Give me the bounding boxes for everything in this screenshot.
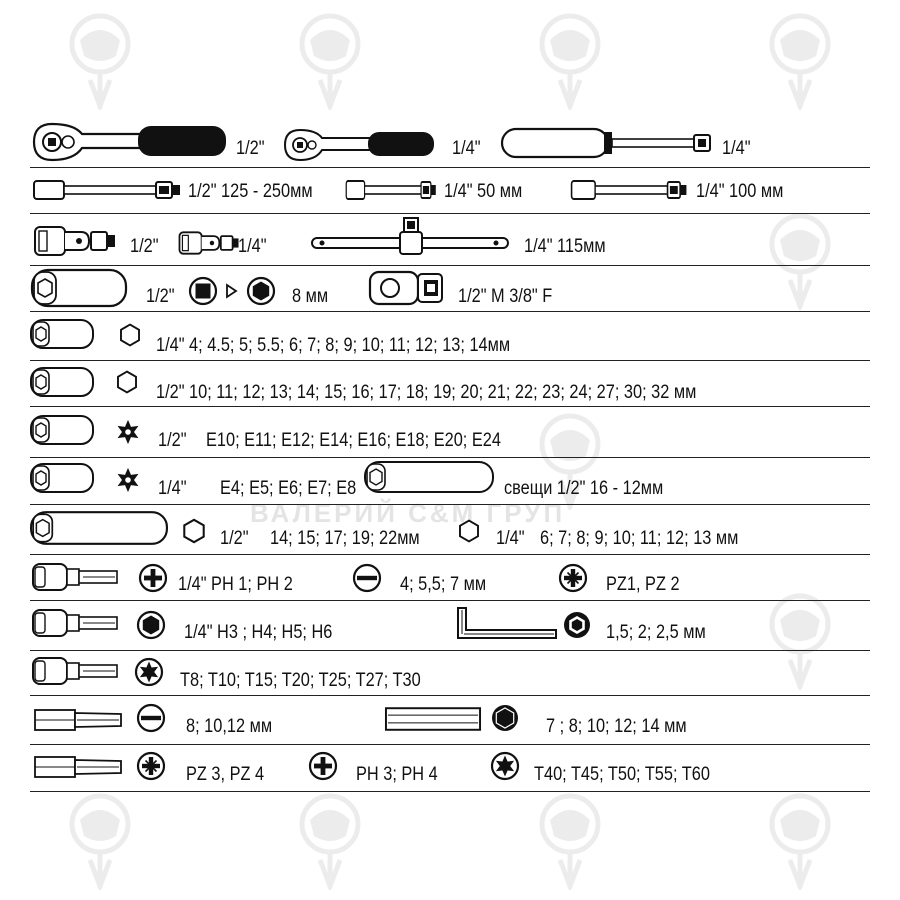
slot-icon <box>136 703 166 733</box>
row-divider <box>30 791 870 792</box>
torx-icon <box>490 751 520 781</box>
universal-joint-small-label: 1/4" <box>238 236 267 257</box>
adapter-size-label: 8 мм <box>292 286 329 307</box>
watermark-emblem-icon <box>760 590 840 690</box>
row-divider <box>30 311 870 312</box>
slot-bits-large-label: 8; 10,12 мм <box>186 716 273 737</box>
sliding-t-bar-label: 1/4" 115мм <box>524 236 606 257</box>
hex-bit-long-icon <box>384 704 482 734</box>
socket-quarter-icon <box>30 316 94 352</box>
ratchet-small-label: 1/4" <box>452 138 481 159</box>
spinner-handle-icon <box>500 126 720 162</box>
phillips-icon <box>308 751 338 781</box>
watermark-emblem-icon <box>760 210 840 310</box>
pozidriv-icon <box>136 751 166 781</box>
ratchet-large-label: 1/2" <box>236 138 265 159</box>
hex-bits-large-label: 7 ; 8; 10; 12; 14 мм <box>546 716 687 737</box>
universal-joint-small-icon <box>178 230 240 256</box>
watermark-emblem-icon <box>60 10 140 110</box>
deep-socket-half-drive: 1/2" <box>220 528 249 549</box>
extension-bar-50-label: 1/4" 50 мм <box>444 181 523 202</box>
reducer-adapter-label: 1/2" M 3/8" F <box>458 286 553 307</box>
e-torx-socket-quarter-icon <box>30 460 94 496</box>
spark-plug-socket-label: свещи 1/2" 16 - 12мм <box>504 478 664 499</box>
deep-socket-quarter-sizes: 6; 7; 8; 9; 10; 11; 12; 13 мм <box>540 528 739 549</box>
sliding-t-bar-icon <box>310 216 520 260</box>
hex-profile-icon <box>180 517 208 545</box>
adapter-drive-label: 1/2" <box>146 286 175 307</box>
e-torx-quarter-sizes: E4; E5; E6; E7; E8 <box>220 478 357 499</box>
row-divider <box>30 744 870 745</box>
universal-joint-large-icon <box>33 224 117 258</box>
square-drive-icon <box>188 276 218 306</box>
hex-bit-icon <box>136 610 166 640</box>
hex-bit-icon <box>490 703 520 733</box>
row-divider <box>30 504 870 505</box>
bit-adapter-socket-icon <box>30 266 130 310</box>
torx-star-icon <box>114 418 142 446</box>
hex-profile-icon <box>114 369 140 395</box>
pozidriv-bits-label: PZ1, PZ 2 <box>606 574 680 595</box>
reducer-adapter-icon <box>368 268 448 308</box>
watermark-emblem-icon <box>290 790 370 890</box>
extension-bar-100-label: 1/4" 100 мм <box>696 181 784 202</box>
deep-socket-half-sizes: 14; 15; 17; 19; 22мм <box>270 528 420 549</box>
e-torx-socket-half-icon <box>30 412 94 448</box>
extension-bar-long-label: 1/2" 125 - 250мм <box>188 181 313 202</box>
row-divider <box>30 600 870 601</box>
slot-icon <box>352 563 382 593</box>
extension-bar-100-icon <box>570 177 688 203</box>
hex-profile-icon <box>117 322 143 348</box>
watermark-emblem-icon <box>290 10 370 110</box>
torx-large-label: T40; T45; T50; T55; T60 <box>534 764 710 785</box>
torx-icon <box>134 657 164 687</box>
e-torx-quarter-drive: 1/4" <box>158 478 187 499</box>
ratchet-large-icon <box>30 120 230 164</box>
watermark-emblem-icon <box>760 790 840 890</box>
row-divider <box>30 554 870 555</box>
row-divider <box>30 695 870 696</box>
hex-socket-icon <box>562 610 592 640</box>
hex-key-icon <box>452 604 562 644</box>
hex-profile-icon <box>456 518 482 544</box>
extension-bar-50-icon <box>345 177 437 203</box>
hex-drive-icon <box>246 276 276 306</box>
torx-bit-holder-icon <box>30 654 122 688</box>
deep-socket-quarter-drive: 1/4" <box>496 528 525 549</box>
row-divider <box>30 213 870 214</box>
socket-quarter-sizes: 1/4" 4; 4.5; 5; 5.5; 6; 7; 8; 9; 10; 11; 12; 13; 14мм <box>156 335 511 356</box>
socket-half-sizes: 1/2" 10; 11; 12; 13; 14; 15; 16; 17; 18; 19; 20; 21; 22; 23; 24; 27; 30; 32 мм <box>156 382 697 403</box>
phillips-icon <box>138 563 168 593</box>
arrow-right-icon <box>224 284 238 298</box>
watermark-emblem-icon <box>530 10 610 110</box>
slot-bits-label: 4; 5,5; 7 мм <box>400 574 487 595</box>
extension-bar-long-icon <box>32 177 182 203</box>
e-torx-half-sizes: E10; E11; E12; E14; E16; E18; E20; E24 <box>206 430 501 451</box>
phillips-bits-label: 1/4" PH 1; PH 2 <box>178 574 293 595</box>
e-torx-half-drive: 1/2" <box>158 430 187 451</box>
socket-half-icon <box>30 363 94 401</box>
spinner-handle-label: 1/4" <box>722 138 751 159</box>
torx-bits-label: T8; T10; T15; T20; T25; T27; T30 <box>180 670 421 691</box>
row-divider <box>30 360 870 361</box>
hex-keys-label: 1,5; 2; 2,5 мм <box>606 622 706 643</box>
deep-socket-icon <box>30 508 168 548</box>
pozidriv-icon <box>558 563 588 593</box>
watermark-text: ВАЛЕРИЙ С&М ГРУП <box>250 498 566 528</box>
watermark-emblem-icon <box>60 790 140 890</box>
watermark-emblem-icon <box>760 10 840 110</box>
bit-icon <box>32 752 124 782</box>
phillips-large-label: PH 3; PH 4 <box>356 764 438 785</box>
slot-bit-icon <box>32 705 124 735</box>
row-divider <box>30 167 870 168</box>
universal-joint-large-label: 1/2" <box>130 236 159 257</box>
row-divider <box>30 406 870 407</box>
bit-holder-icon <box>30 560 122 594</box>
watermark-emblem-icon <box>530 790 610 890</box>
ratchet-small-icon <box>282 126 438 164</box>
hex-bit-holder-icon <box>30 606 122 640</box>
row-divider <box>30 265 870 266</box>
spark-plug-socket-icon <box>364 458 494 496</box>
hex-bits-label: 1/4" H3 ; H4; H5; H6 <box>184 622 333 643</box>
pozidriv-large-label: PZ 3, PZ 4 <box>186 764 265 785</box>
row-divider <box>30 650 870 651</box>
torx-star-icon <box>114 466 142 494</box>
